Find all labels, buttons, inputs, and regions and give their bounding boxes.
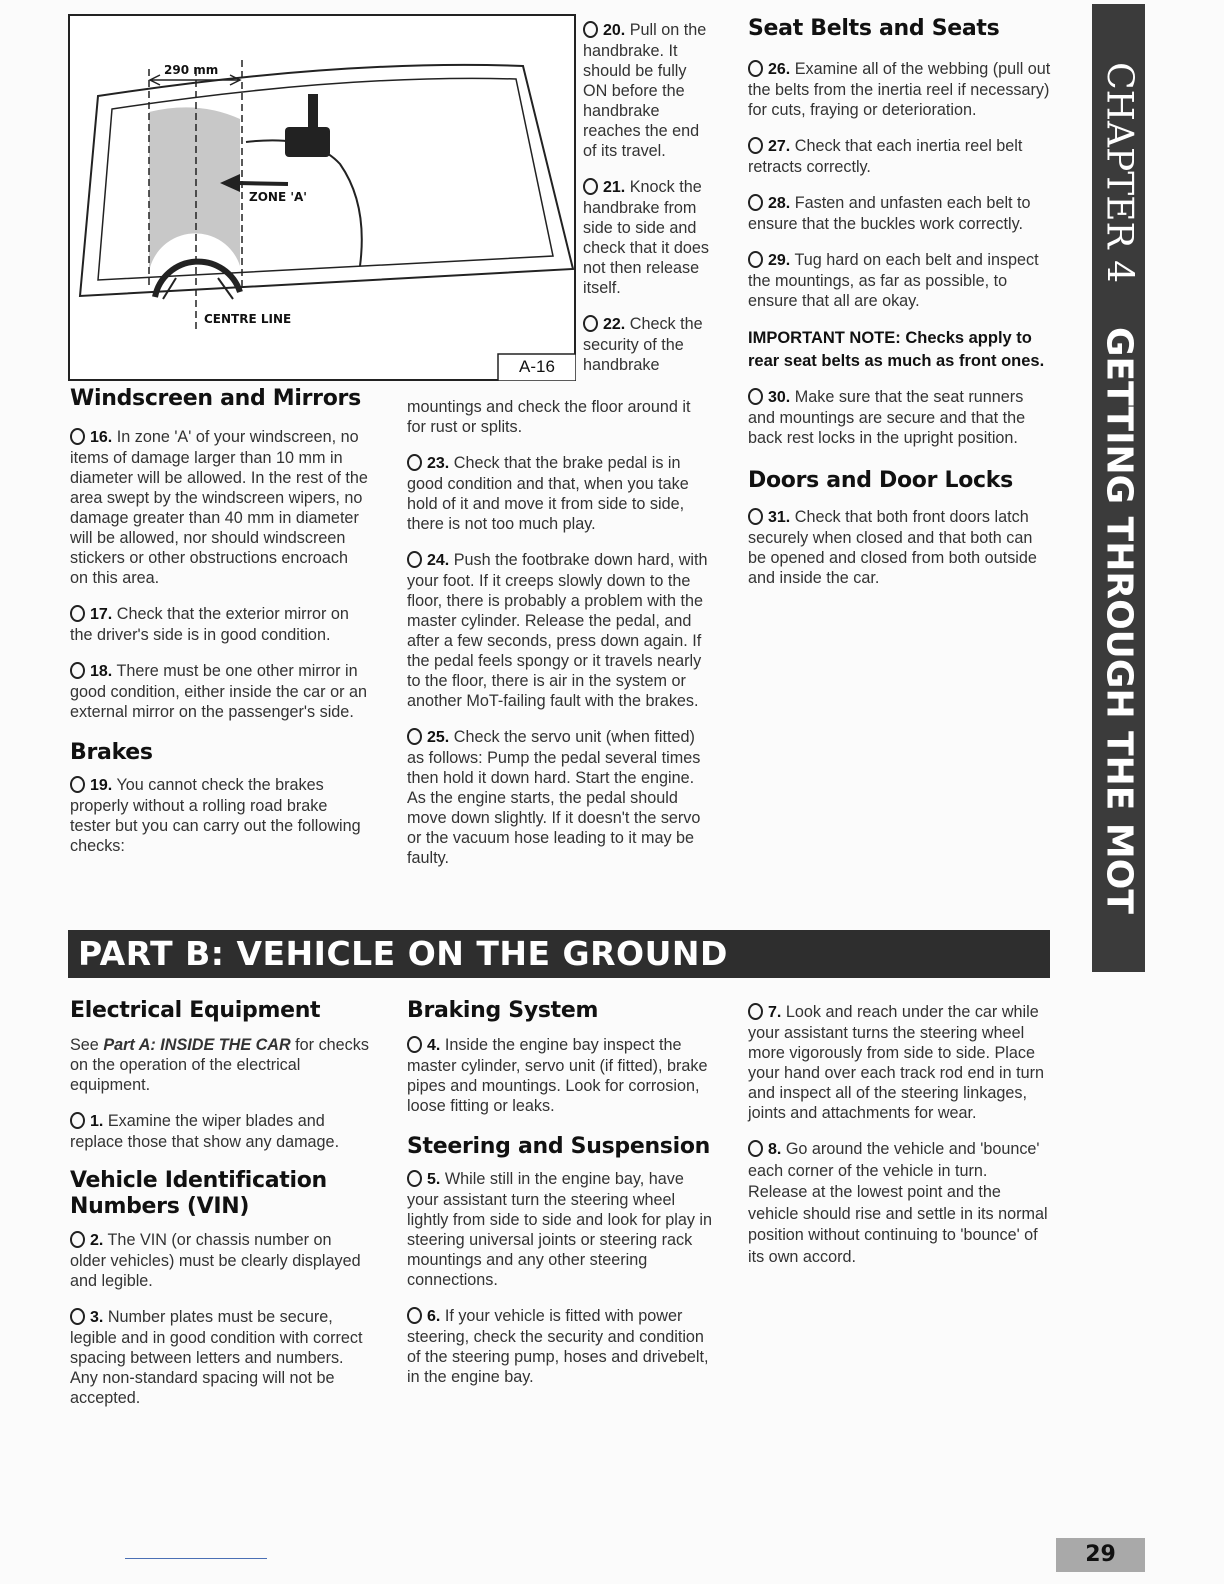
windscreen-figure (68, 14, 576, 381)
column-right-top (748, 16, 1054, 604)
chapter-sidebar (1092, 4, 1145, 972)
checkbox-icon[interactable] (407, 1307, 422, 1324)
dimension-label: 290 mm (164, 63, 219, 77)
check-item-25: 25. Check the servo unit (when fitted) as follows: Pump the pedal several times then hold it down hard. Start the engine. As the engine starts, the pedal should move down slightly. If it doesn't the servo or the vacuum hose leading to it may be faulty. (407, 728, 701, 867)
check-item-8: 8. Go around the vehicle and 'bounce' each corner of the vehicle in turn. Release at the lowest point and the vehicle should rise and settle in its normal position without continuing to 'bounce' of its own accord. (748, 1140, 1048, 1266)
checkbox-icon[interactable] (583, 315, 598, 332)
centre-line-label: CENTRE LINE (204, 312, 292, 326)
check-item-4: 4. Inside the engine bay inspect the master cylinder, servo unit (if fitted), brake pipes and mountings. Look for corrosion, loose fitting or leaks. (407, 1036, 708, 1115)
checkbox-icon[interactable] (70, 1308, 85, 1325)
check-item-2: 2. The VIN (or chassis number on older vehicles) must be clearly displayed and legible. (70, 1231, 361, 1290)
check-item-3: 3. Number plates must be secure, legible and in good condition with correct spacing between letters and numbers. Any non-standard spacing will not be accepted. (70, 1308, 363, 1407)
check-item-17: 17. Check that the exterior mirror on the driver's side is in good condition. (70, 605, 349, 644)
check-item-30: 30. Make sure that the seat runners and mountings are secure and that the back rest locks in the upright position. (748, 388, 1026, 447)
seat-belts-heading: Seat Belts and Seats (748, 16, 1000, 41)
column-handbrake (583, 20, 713, 375)
figure-ref: A-16 (519, 357, 555, 376)
electrical-heading: Electrical Equipment (70, 998, 321, 1023)
column-middle-bottom (407, 998, 713, 1403)
check-item-22-start: 22. Check the security of the handbrake (583, 315, 703, 374)
checkbox-icon[interactable] (407, 454, 422, 471)
checkbox-icon[interactable] (748, 60, 763, 77)
check-item-22-continued: mountings and check the floor around it for rust or splits. (407, 398, 691, 436)
checkbox-icon[interactable] (70, 1231, 85, 1248)
checkbox-icon[interactable] (70, 1112, 85, 1129)
checkbox-icon[interactable] (70, 428, 85, 445)
check-item-24: 24. Push the footbrake down hard, with your foot. If it creeps slowly down to the floor, there is probably a problem with the master cylinder. Release the pedal, and after a few seconds, press down again. If the pedal feels spongy or it travels nearly to the floor, there is air in the system or another MoT-failing fault with the brakes. (407, 551, 708, 710)
check-item-31: 31. Check that both front doors latch securely when closed and that both can be opened and closed from both outside and inside the car. (748, 508, 1037, 587)
check-item-20: 20. Pull on the handbrake. It should be fully ON before the handbrake reaches the end of its travel. (583, 21, 707, 160)
vin-heading: Vehicle Identification Numbers (VIN) (70, 1168, 327, 1219)
check-item-7: 7. Look and reach under the car while your assistant turns the steering wheel more vigorously from side to side. Place your hand over each track rod end in turn and inspect all of the steering linkages, joints and attachments for wear. (748, 1003, 1045, 1122)
check-item-29: 29. Tug hard on each belt and inspect the mountings, as far as possible, to ensure that all are okay. (748, 251, 1039, 310)
checkbox-icon[interactable] (748, 508, 763, 525)
electrical-intro: See Part A: INSIDE THE CAR for checks on the operation of the electrical equipment. (70, 1036, 369, 1094)
braking-system-heading: Braking System (407, 998, 599, 1023)
check-item-6: 6. If your vehicle is fitted with power steering, check the security and condition of the steering pump, hoses and drivebelt, in the engine bay. (407, 1307, 709, 1386)
steering-heading: Steering and Suspension (407, 1134, 711, 1159)
check-item-23: 23. Check that the brake pedal is in good condition and that, when you take hold of it and move it from side to side, there is not too much play. (407, 454, 689, 533)
checkbox-icon[interactable] (407, 1170, 422, 1187)
check-item-26: 26. Examine all of the webbing (pull out the belts from the inertia reel if necessary) for cuts, fraying or deterioration. (748, 60, 1051, 119)
checkbox-icon[interactable] (748, 388, 763, 405)
checkbox-icon[interactable] (407, 728, 422, 745)
checkbox-icon[interactable] (407, 551, 422, 568)
check-item-1: 1. Examine the wiper blades and replace those that show any damage. (70, 1112, 340, 1151)
checkbox-icon[interactable] (583, 21, 598, 38)
column-right-bottom (748, 1002, 1048, 1284)
check-item-16: 16. In zone 'A' of your windscreen, no items of damage larger than 10 mm in diameter will be allowed. In the rest of the area swept by the windscreen wipers, no damage greater than 40 mm in diameter will be allowed, nor should windscreen stickers or other obstructions encroach on this area. (70, 428, 368, 587)
footer-rule (125, 1558, 267, 1559)
checkbox-icon[interactable] (748, 1003, 763, 1020)
checkbox-icon[interactable] (407, 1036, 422, 1053)
part-b-banner: PART B: VEHICLE ON THE GROUND (68, 930, 1050, 978)
check-item-18: 18. There must be one other mirror in good condition, either inside the car or an external mirror on the passenger's side. (70, 662, 367, 721)
checkbox-icon[interactable] (748, 251, 763, 268)
sidebar-text (1098, 62, 1139, 914)
doors-heading: Doors and Door Locks (748, 468, 1013, 493)
part-a-reference: Part A: INSIDE THE CAR (103, 1036, 291, 1054)
column-left-bottom (70, 998, 370, 1424)
checkbox-icon[interactable] (748, 1140, 763, 1157)
check-item-19: 19. You cannot check the brakes properly without a rolling road brake tester but you can carry out the following checks: (70, 776, 361, 855)
column-middle-top (407, 397, 713, 884)
zone-a-label: ZONE 'A' (249, 190, 307, 204)
brakes-heading: Brakes (70, 740, 153, 765)
checkbox-icon[interactable] (748, 194, 763, 211)
checkbox-icon[interactable] (70, 605, 85, 622)
page-number: 29 (1056, 1538, 1145, 1572)
column-left-top (70, 386, 370, 872)
checkbox-icon[interactable] (748, 137, 763, 154)
check-item-21: 21. Knock the handbrake from side to side and check that it does not then release itself. (583, 178, 709, 297)
checkbox-icon[interactable] (583, 178, 598, 195)
checkbox-icon[interactable] (70, 662, 85, 679)
important-note: IMPORTANT NOTE: Checks apply to rear seat belts as much as front ones. (748, 329, 1045, 370)
windscreen-diagram (68, 14, 576, 381)
check-item-5: 5. While still in the engine bay, have your assistant turn the steering wheel lightly from side to side and look for play in steering universal joints or steering rack mountings and any other steering connections. (407, 1170, 713, 1289)
check-item-27: 27. Check that each inertia reel belt retracts correctly. (748, 137, 1023, 176)
windscreen-heading: Windscreen and Mirrors (70, 386, 361, 411)
chapter-title: GETTING THROUGH THE MOT (1098, 326, 1139, 914)
check-item-28: 28. Fasten and unfasten each belt to ensure that the buckles work correctly. (748, 194, 1031, 233)
chapter-label: CHAPTER 4 (1098, 62, 1139, 283)
checkbox-icon[interactable] (70, 776, 85, 793)
